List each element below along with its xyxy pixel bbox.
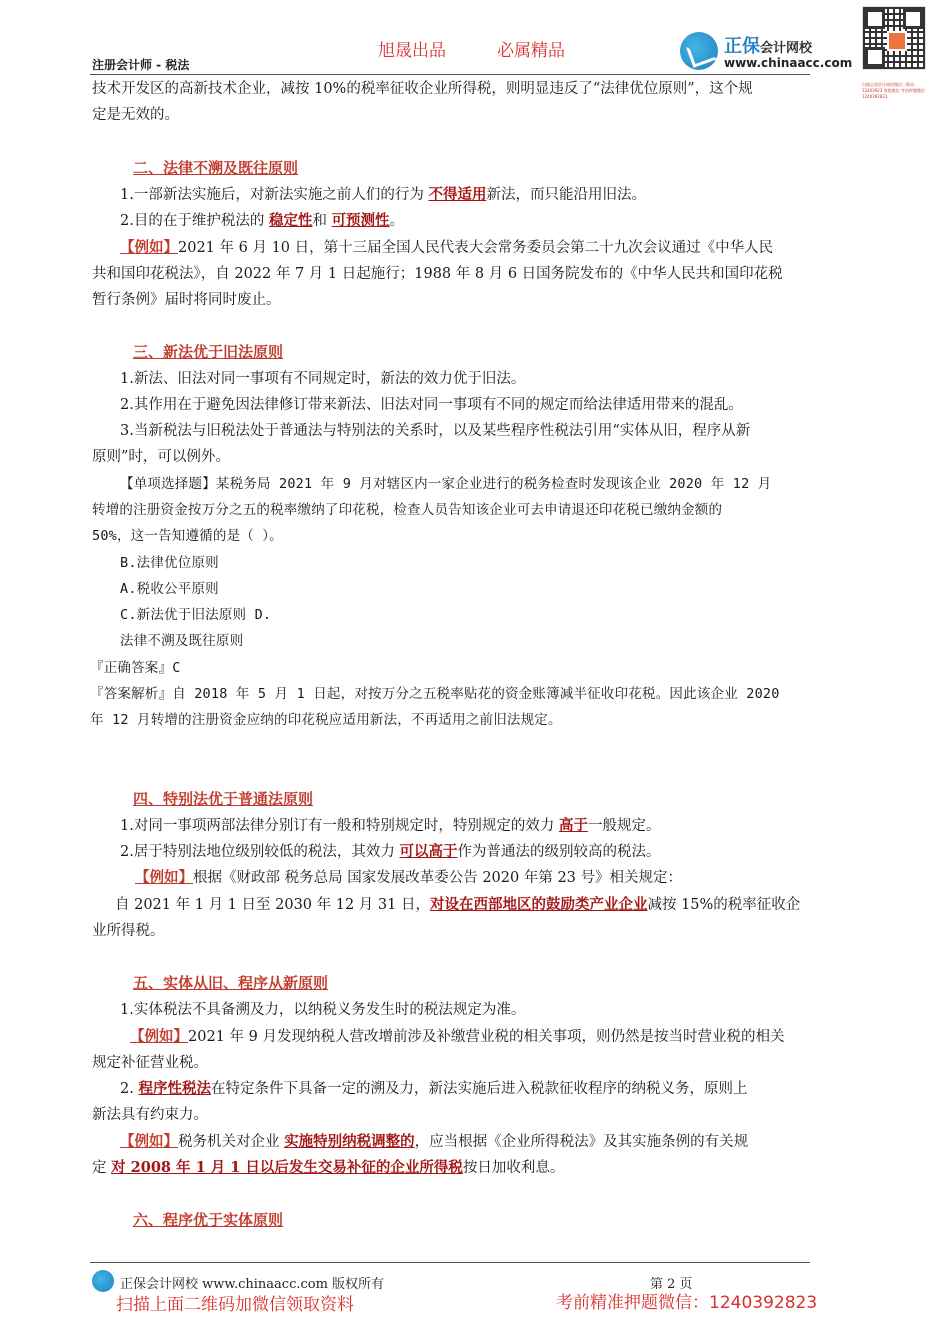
promo-wechat-text: 考前精准押题微信：1240392823 [556,1293,818,1313]
example-tag: 【例如】 [130,1028,188,1045]
section-5-title: 五、实体从旧、程序从新原则 [133,974,329,992]
sec5-example-1-line-2: 规定补征营业税。 [92,1055,208,1071]
qr-badge-icon [887,31,907,51]
sec5-example-2-line-1: 【例如】税务机关对企业 实施特别纳税调整的，应当根据《企业所得税法》及其实施条例的有关规 [120,1133,749,1150]
section-3-title: 三、新法优于旧法原则 [133,343,284,361]
question-line-2: 转增的注册资金按万分之五的税率缴纳了印花税，检查人员告知该企业可去申请退还印花税已缴纳金额的 [92,502,723,518]
sec2-point-1: 1.一部新法实施后，对新法实施之前人们的行为 不得适用新法，而只能沿用旧法。 [120,186,646,203]
chinaacc-logo[interactable] [680,30,860,74]
sec4-point-2: 2.居于特别法地位级别较低的税法，其效力 可以高于作为普通法的级别较高的税法。 [120,843,661,860]
question-line-3: 50%，这一告知遵循的是（ ）。 [92,528,283,544]
course-title: 注册会计师 - 税法 [92,58,190,72]
header-slogan-right: 必属精品 [497,41,565,61]
header-divider [90,74,810,75]
analysis-line-2: 年 12 月转增的注册资金应纳的印花税应适用新法，不再适用之前旧法规定。 [90,712,562,728]
sec4-point-1: 1.对同一事项两部法律分别订有一般和特别规定时，特别规定的效力 高于一般规定。 [120,817,661,834]
sec2-example-line-3: 暂行条例》届时将同时废止。 [92,292,281,308]
option-a: A.税收公平原则 [120,581,219,597]
intro-line-2: 定是无效的。 [92,107,179,123]
sec4-example-line-1: 【例如】根据《财政部 税务总局 国家发展改革委公告 2020 年第 23 号》相关规定： [135,869,683,886]
intro-line-1: 技术开发区的高新技术企业，减按 10%的税率征收企业所得税，则明显违反了“法律优位原则”，这个规 [92,81,753,97]
sec5-point-2-line-2: 新法具有约束力。 [92,1107,208,1123]
example-tag: 【例如】 [120,239,178,256]
footer-logo-icon [92,1270,114,1292]
analysis-line-1: 『答案解析』自 2018 年 5 月 1 日起，对按万分之五税率贴花的资金账簿减半征收印花税。因此该企业 2020 [90,686,780,702]
option-c: C.新法优于旧法原则 D. [120,607,272,623]
sec4-example-line-3: 业所得税。 [92,923,165,939]
sec3-point-2: 2.其作用在于避免因法律修订带来新法、旧法对同一事项有不同的规定而给法律适用带来的混乱。 [120,397,743,413]
sec5-example-2-line-2: 定 对 2008 年 1 月 1 日以后发生交易补征的企业所得税按日加收利息。 [92,1159,565,1176]
sec5-point-2: 2. 程序性税法在特定条件下具备一定的溯及力，新法实施后进入税款征收程序的纳税义务，原则上 [120,1080,748,1097]
logo-emblem-icon [680,32,718,70]
emphasis-special-adjustment: 实施特别纳税调整的 [284,1133,415,1150]
section-6-title: 六、程序优于实体原则 [133,1211,284,1229]
question-line-1: 【单项选择题】某税务局 2021 年 9 月对辖区内一家企业进行的税务检查时发现该企业 2020 年 12 月 [120,476,772,492]
emphasis-can-be-higher: 可以高于 [399,843,458,860]
sec2-example-line-1: 【例如】2021 年 6 月 10 日，第十三届全国人民代表大会常务委员会第二十九次会议通过《中华人民 [120,239,774,256]
example-tag: 【例如】 [135,869,193,886]
logo-url: www.chinaacc.com [724,56,853,70]
emphasis-procedural-law: 程序性税法 [138,1080,211,1097]
page-number: 第 2 页 [650,1277,693,1292]
emphasis-not-applicable: 不得适用 [428,186,487,203]
emphasis-higher: 高于 [558,817,588,834]
sec3-point-3-line-2: 原则”时，可以例外。 [92,449,230,465]
sec4-example-line-2: 自 2021 年 1 月 1 日至 2030 年 12 月 31 日，对设在西部地区的鼓励类产业企业减按 15%的税率征收企 [115,896,801,913]
example-tag: 【例如】 [120,1133,178,1150]
correct-answer: 『正确答案』C [90,660,181,676]
emphasis-predictability: 可预测性 [331,212,390,229]
section-4-title: 四、特别法优于普通法原则 [133,790,314,808]
footer-copyright: 正保会计网校 www.chinaacc.com 版权所有 [120,1277,385,1292]
emphasis-after-2008: 对 2008 年 1 月 1 日以后发生交易补征的企业所得税 [111,1159,463,1176]
sec5-example-1-line-1: 【例如】2021 年 9 月发现纳税人营改增前涉及补缴营业税的相关事项，则仍然是按当时营业税的相关 [130,1028,785,1045]
sec5-point-1: 1.实体税法不具备溯及力，以纳税义务发生时的税法规定为准。 [120,1002,526,1018]
option-b: B.法律优位原则 [120,555,219,571]
emphasis-western-region: 对设在西部地区的鼓励类产业企业 [429,896,648,913]
option-d: 法律不溯及既往原则 [120,633,244,649]
emphasis-stability: 稳定性 [268,212,313,229]
sec2-example-line-2: 共和国印花税法》，自 2022 年 7 月 1 日起施行；1988 年 8 月 6 日国务院发布的《中华人民共和国印花税 [92,266,783,282]
sec2-point-2: 2.目的在于维护税法的 稳定性和 可预测性。 [120,212,405,229]
header-slogan-left: 旭晟出品 [378,41,446,61]
sec3-point-3-line-1: 3.当新税法与旧税法处于普通法与特别法的关系时，以及某些程序性税法引用“实体从旧，程序从新 [120,423,751,439]
footer-divider [90,1262,810,1263]
sec3-point-1: 1.新法、旧法对同一事项有不同规定时，新法的效力优于旧法。 [120,371,526,387]
wechat-qr-code-icon [862,6,926,70]
promo-qr-text: 扫描上面二维码加微信领取资料 [116,1295,354,1315]
qr-note: 扫描正保会计网校微信二维码 12403923 客服微信 考前押题微信 1240392823 [862,82,925,99]
logo-brand: 正保会计网校 [724,36,813,57]
section-2-title: 二、法律不溯及既往原则 [133,159,299,177]
